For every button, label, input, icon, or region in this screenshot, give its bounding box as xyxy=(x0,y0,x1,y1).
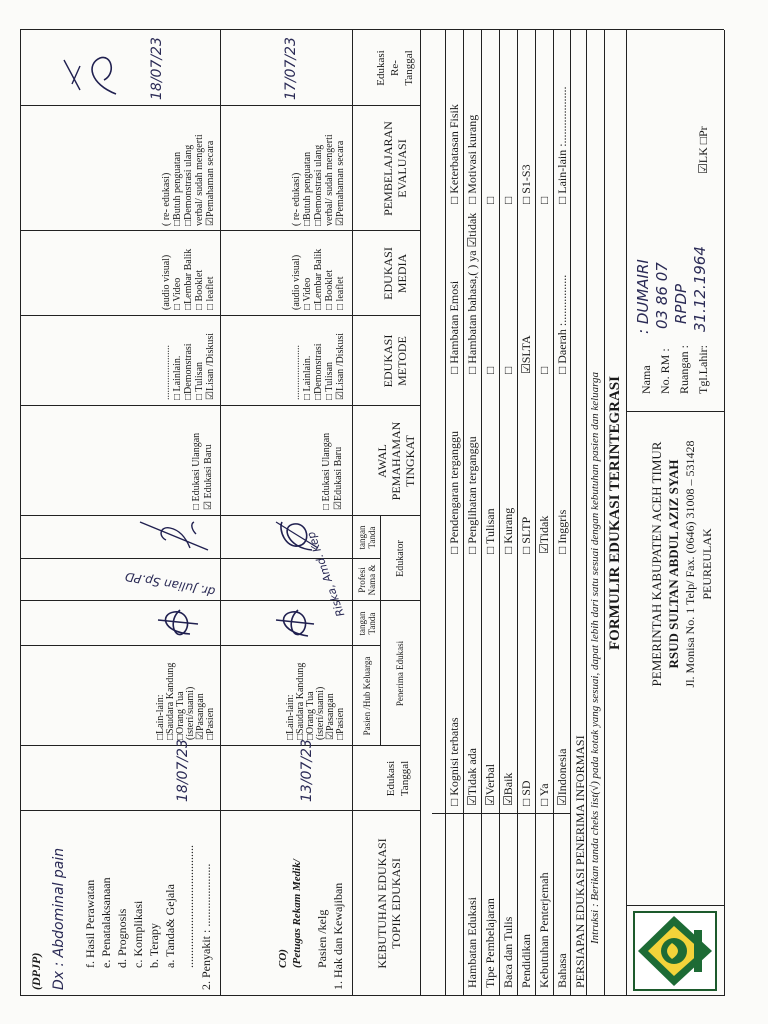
prep-row-option[interactable]: □ Daerah :................ xyxy=(555,274,569,374)
row1-patient-signature xyxy=(270,604,320,642)
row2-items-item: d. Prognosis xyxy=(115,908,129,968)
row2-evaluasi-item[interactable]: ( re- edukasi) xyxy=(161,172,172,226)
row2-penerima-item[interactable]: ☑Pasangan xyxy=(195,693,206,740)
th-awal: AWAL xyxy=(375,444,389,478)
row2-media-item[interactable]: (audio visual) xyxy=(161,254,172,310)
row2-patient-signature xyxy=(150,604,204,642)
row2-edukator-name: dr. Julian Sp.PD xyxy=(124,569,217,599)
th-tanda-edu: Tanda xyxy=(367,526,377,549)
row1-media-item[interactable]: □ leaflet xyxy=(335,276,346,310)
row2-penerima-item[interactable]: □Pasien xyxy=(205,707,216,740)
row2-items-item: c. Komplikasi xyxy=(131,900,145,968)
row2-dpjp: (DPJP) xyxy=(29,952,43,990)
prep-row-option[interactable]: ☑Tidak xyxy=(537,515,551,554)
row1-re-date: 17/07/23 xyxy=(283,37,299,100)
row2-metode-item[interactable]: ☑Lisan /Diskusi xyxy=(205,332,216,400)
patient-tgl-value: 31.12.1964 xyxy=(691,246,709,332)
row2-penerima-item[interactable]: □Orang Tua xyxy=(175,691,186,740)
row2-penerima-item[interactable]: □Saudara Kandung xyxy=(165,662,176,740)
header-line-1: PEMERINTAH KABUPATEN ACEH TIMUR xyxy=(649,441,664,687)
row2-date: 18/07/23 xyxy=(175,739,191,802)
prep-row-option[interactable]: □ SD xyxy=(519,780,533,806)
prep-row-option[interactable]: □ SLTP xyxy=(519,516,533,554)
row2-media-item[interactable]: □ Video xyxy=(172,277,183,310)
prep-row-option[interactable]: ☑Baik xyxy=(501,772,515,806)
patient-nama-label: Nama xyxy=(639,365,653,394)
row1-pemahaman-item[interactable]: □ Edukasi Ulangan xyxy=(321,432,332,510)
th-nama: Nama & xyxy=(367,564,377,596)
prep-row-option[interactable]: □ Inggris xyxy=(555,509,569,554)
prep-row-option[interactable]: ☑Tidak ada xyxy=(465,748,479,806)
prep-row-option[interactable]: ☑Indonesia xyxy=(555,748,569,806)
header-line-4: PEUREULAK xyxy=(700,528,714,600)
row1-metode-item[interactable]: □ Lainlain. xyxy=(302,355,313,400)
row1-penerima-item[interactable]: □Saudara Kandung xyxy=(295,662,306,740)
prep-row-option[interactable]: □ xyxy=(537,196,551,204)
row2-topic-b: ......................................... xyxy=(182,845,196,968)
th-tanda-2: tangan xyxy=(357,611,367,636)
prep-row-label: Kebutuhan Penterjemah xyxy=(537,872,551,988)
patient-norm-value: 03 86 07 xyxy=(653,262,671,329)
prep-row-option[interactable]: □ xyxy=(483,366,497,374)
prep-row-option[interactable]: □ Penglihatan terganggu xyxy=(465,436,479,554)
row2-items-item: b. Terapy xyxy=(147,923,161,968)
patient-nama-value: : DUMAIRI xyxy=(634,259,652,334)
row2-evaluasi-item[interactable]: ☑Pemahaman secara xyxy=(205,140,216,226)
prep-row-option[interactable]: □ Lain-lain :................... xyxy=(555,86,569,204)
patient-ruangan-value: RPDP xyxy=(672,283,690,324)
prep-row-option[interactable]: □ Ya xyxy=(537,783,551,806)
form-title: FORMULIR EDUKASI TERINTEGRASI xyxy=(607,376,623,650)
prep-row-option[interactable]: □ Keterbatasan Fisik xyxy=(447,104,461,204)
section-title: PERSIAPAN EDUKASI PENERIMA INFORMASI xyxy=(573,735,587,988)
th-nama-2: Profesi xyxy=(357,567,367,593)
prep-row-option[interactable]: □ S1-S3 xyxy=(519,164,533,204)
th-media: MEDIA xyxy=(395,253,409,294)
row1-penerima-item[interactable]: (isteri/suami) xyxy=(315,686,326,740)
row1-metode-item[interactable]: □Demonstrasi xyxy=(313,343,324,400)
row2-re-signature xyxy=(50,44,130,104)
th-metode: METODE xyxy=(395,336,409,386)
th-tanggal: Tanggal xyxy=(399,760,411,797)
row1-penerima-item[interactable]: ☑Pasangan xyxy=(325,693,336,740)
row2-re-date: 18/07/23 xyxy=(149,37,165,100)
prep-row-option[interactable]: □ Hambatan Emosi xyxy=(447,280,461,374)
prep-row-label: Hambatan Edukasi xyxy=(465,897,479,988)
prep-row-label: Tipe Pembelajaran xyxy=(483,898,497,988)
row2-items-item: e. Penatalaksanaan xyxy=(99,877,113,968)
prep-row-option[interactable]: □ Pendengaran terganggu xyxy=(447,431,461,554)
th-evaluasi: EVALUASI xyxy=(395,139,409,198)
th-topik: TOPIK EDUKASI xyxy=(389,858,403,949)
row1-topic-b: Pasien /kelg xyxy=(315,909,329,968)
prep-row-option[interactable]: □ xyxy=(537,366,551,374)
row1-penerima-item[interactable]: □Orang Tua xyxy=(305,691,316,740)
prep-row-option[interactable]: ☑SLTA xyxy=(519,335,533,374)
row2-items-item: f. Hasil Perawatan xyxy=(83,879,97,968)
row1-media-item[interactable]: □ Video xyxy=(302,277,313,310)
row2-metode-item[interactable]: □ Tulisan xyxy=(194,361,205,400)
row2-media-item[interactable]: □ leaflet xyxy=(205,276,216,310)
prep-row-option[interactable]: □ xyxy=(483,196,497,204)
row2-media-item[interactable]: □ Booklet xyxy=(194,269,205,310)
row2-metode-item[interactable]: ...................... xyxy=(161,345,172,400)
row1-metode-item[interactable]: ...................... xyxy=(291,345,302,400)
row2-evaluasi-item[interactable]: verbal/ sudah mengerti xyxy=(194,134,205,226)
row1-evaluasi-item[interactable]: ( re- edukasi) xyxy=(291,172,302,226)
row2-metode-item[interactable]: □ Lainlain. xyxy=(172,355,183,400)
row2-pemahaman-item[interactable]: ☑ Edukasi Baru xyxy=(203,444,214,510)
th-edukator: Edukator xyxy=(395,540,406,577)
row1-penerima-item[interactable]: □Pasien xyxy=(335,707,346,740)
row2-dx: Dx : Abdominal pain xyxy=(51,847,67,990)
prep-row-option[interactable]: ☑Verbal xyxy=(483,763,497,806)
row1-evaluasi-item[interactable]: □Demonstrasi ulang xyxy=(313,144,324,226)
row1-media-item[interactable]: □ Booklet xyxy=(324,269,335,310)
row1-penerima-item[interactable]: □Lain-lain: xyxy=(285,694,296,740)
row2-penerima-item[interactable]: (isteri/suami) xyxy=(185,686,196,740)
row1-edukator-name: Riska, Amd. Kep xyxy=(304,529,348,619)
row1-media-item[interactable]: (audio visual) xyxy=(291,254,302,310)
row2-evaluasi-item[interactable]: □Butuh penguatan xyxy=(172,151,183,226)
row1-topic-a: 1. Hak dan Kewajiban xyxy=(331,882,345,990)
th-tingkat: TINGKAT xyxy=(403,435,417,487)
row1-edukator-signature xyxy=(268,516,324,556)
th-re-edukasi: Edukasi xyxy=(375,50,387,86)
prep-row-option[interactable]: □ Kurang xyxy=(501,507,515,554)
th-pembelajaran: PEMBELAJARAN xyxy=(381,121,395,216)
row2-pemahaman-item[interactable]: □ Edukasi Ulangan xyxy=(191,432,202,510)
prep-row-option[interactable]: □ xyxy=(501,366,515,374)
hospital-logo xyxy=(632,910,718,992)
th-tanda: Tanda xyxy=(367,612,377,635)
instruction-text: Intruksi : Berikan tanda cheks list(√) pada kotak yang sesuai, dapat lebih dari satu sesuai dengan kebutuhan pasien dan keluarga xyxy=(589,371,601,944)
row1-topic-d: CO) xyxy=(277,949,289,968)
patient-tgl-label: Tgl.Lahir: xyxy=(696,345,710,394)
th-edukasi-media: EDUKASI xyxy=(381,247,395,300)
prep-row-option[interactable]: □ Tulisan xyxy=(483,508,497,554)
row2-items-item: a. Tanda& Gejala xyxy=(163,884,177,968)
patient-ruangan-label: Ruangan : xyxy=(677,345,691,394)
patient-sex: ☑LK □Pr xyxy=(696,126,710,174)
row2-edukator-signature xyxy=(130,516,216,558)
row2-media-item[interactable]: □Lembar Balik xyxy=(183,248,194,310)
row1-evaluasi-item[interactable]: □Butuh penguatan xyxy=(302,151,313,226)
row2-evaluasi-item[interactable]: □Demonstrasi ulang xyxy=(183,144,194,226)
row1-metode-item[interactable]: ☑Lisan /Diskusi xyxy=(335,332,346,400)
row2-metode-item[interactable]: □Demonstrasi xyxy=(183,343,194,400)
prep-row-option[interactable]: □ Motivasi kurang xyxy=(465,114,479,204)
prep-row-option[interactable]: □ Hambatan bahasa,( ) ya ☑tidak xyxy=(465,212,479,374)
row1-metode-item[interactable]: □ Tulisan xyxy=(324,361,335,400)
row2-topic-a: 2. Penyakit : ..................... xyxy=(199,863,213,990)
row1-pemahaman-item[interactable]: ☑Edukasi Baru xyxy=(333,446,344,510)
prep-row-label: Pendidikan xyxy=(519,934,533,988)
th-re-re: Re- xyxy=(389,60,401,76)
row1-evaluasi-item[interactable]: ☑Pemahaman secara xyxy=(335,140,346,226)
th-tanggal-2: Edukasi xyxy=(385,760,397,797)
prep-row-option[interactable]: □ Kognisi terbatas xyxy=(447,717,461,806)
row1-media-item[interactable]: □Lembar Balik xyxy=(313,248,324,310)
th-penerima: Penerima Edukasi xyxy=(395,640,405,707)
th-kebutuhan: KEBUTUHAN EDUKASI xyxy=(375,838,389,969)
row1-topic-c: (Petugas Rekam Medik/ xyxy=(291,859,303,968)
th-re-tanggal: Tanggal xyxy=(403,50,415,86)
prep-row-label: Baca dan Tulis xyxy=(501,916,515,988)
th-pasien-hub: Pasien /Hub Keluarga xyxy=(362,656,372,736)
patient-norm-label: No. RM : xyxy=(658,348,672,394)
th-pemahaman: PEMAHAMAN xyxy=(389,421,403,501)
th-tanda-edu-2: tangan xyxy=(357,525,367,550)
header-line-2: RSUD SULTAN ABDUL AZIZ SYAH xyxy=(666,459,681,669)
header-line-3: Jl. Monisa No. 1 Telp/ Fax. (0646) 31008 – 531428 xyxy=(683,440,697,688)
prep-row-option[interactable]: □ xyxy=(501,196,515,204)
row2-penerima-item[interactable]: □Lain-lain: xyxy=(155,694,166,740)
th-edukasi-metode: EDUKASI xyxy=(381,334,395,388)
prep-row-label: Bahasa xyxy=(555,953,569,988)
row1-evaluasi-item[interactable]: verbal/ sudah mengerti xyxy=(324,134,335,226)
row1-date: 13/07/23 xyxy=(299,739,315,802)
